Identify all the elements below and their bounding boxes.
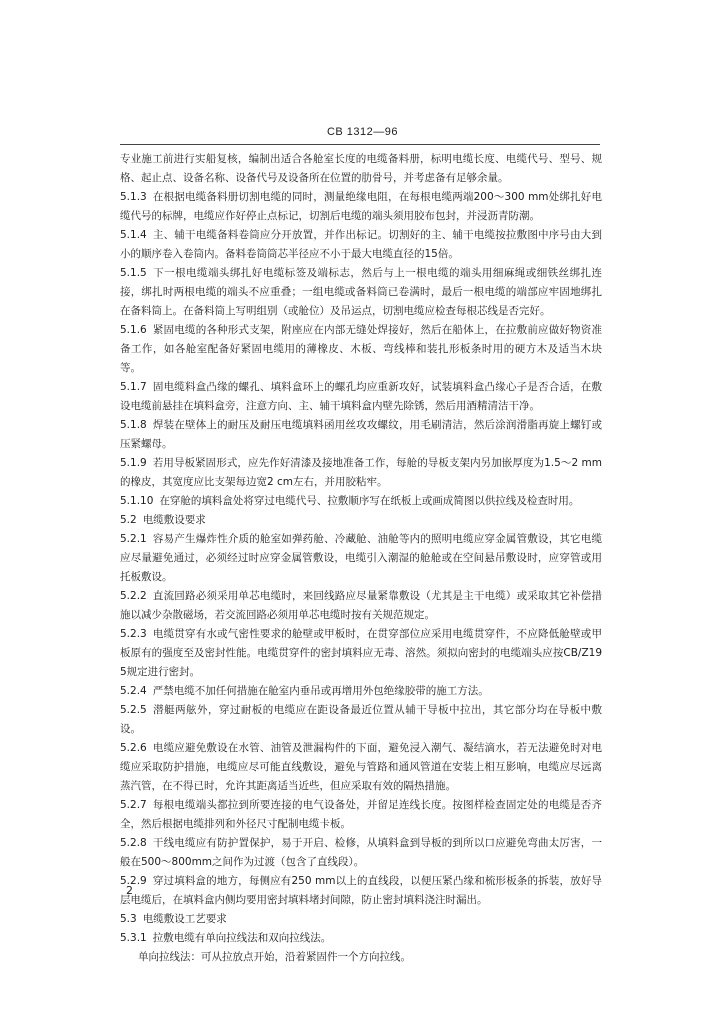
section-number: 5.2 — [120, 514, 137, 526]
section-number: 5.2.4 — [120, 685, 147, 697]
section-number: 5.2.8 — [120, 837, 147, 849]
paragraph — [120, 530, 602, 587]
section-number: 5.1.4 — [120, 229, 147, 241]
paragraph — [120, 910, 602, 929]
page-header: CB 1312—96 — [326, 126, 399, 138]
paragraph — [120, 188, 602, 226]
paragraph — [120, 454, 602, 492]
paragraph-text: 电缆贯穿有水或气密性要求的舱壁或甲板时，在贯穿部位应采用电缆贯穿件，不应降低舱壁或甲板原有的强度至及密封性能。电缆贯穿件的密封填料应无毒、溶然。须拟向密封的电缆端头应按CB/Z195规定进行密封。 — [120, 628, 602, 678]
paragraph-text: 单向拉线法：可从拉放点开始，沿着紧固件一个方向拉线。 — [138, 951, 411, 963]
paragraph-text: 紧固电缆的各种形式支架，附座应在内部无缝处焊接好，然后在船体上，在拉敷前应做好物资准备工作，如各舱室配备好紧固电缆用的薄橡皮、木板、弯线棒和装扎形板条时用的硬方木及适当木块等。 — [120, 324, 602, 374]
paragraph-text: 干线电缆应有防护置保护，易于开启、检修，从填料盒到导板的到所以口应避免弯曲太厉害，一般在500～800mm之间作为过渡（包含了直线段）。 — [120, 837, 602, 868]
paragraph — [120, 226, 602, 264]
paragraph-text: 专业施工前进行实船复核，编制出适合各舱室长度的电缆备料册，标明电缆长度、电缆代号、型号、规格、起止点、设备名称、设备代号及设备所在位置的肋骨号，并考虑备有足够余量。 — [120, 153, 602, 184]
paragraph — [120, 264, 602, 321]
paragraph-text: 在穿舱的填料盒处将穿过电缆代号、拉敷顺序写在纸板上或画成简图以供拉线及检查时用。 — [159, 495, 580, 507]
paragraph — [120, 587, 602, 625]
paragraph-text: 直流回路必须采用单芯电缆时，来回线路应尽量紧靠敷设（尤其是主干电缆）或采取其它补偿措施以减少杂散磁场，若交流回路必须用单芯电缆时按有关规范规定。 — [120, 590, 602, 621]
paragraph — [120, 948, 602, 967]
paragraph-text: 容易产生爆炸性介质的舱室如弹药舱、冷藏舱、油舱等内的照明电缆应穿金属管敷设，其它电缆应尽量避免通过，必须经过时应穿金属管敷设，电缆引入潮湿的舱舱或在空间悬吊敷设时，应穿管或用托板敷设。 — [120, 533, 602, 583]
section-number: 5.2.9 — [120, 875, 147, 887]
paragraph — [120, 834, 602, 872]
section-number: 5.1.5 — [120, 267, 147, 279]
section-number: 5.3 — [120, 913, 137, 925]
paragraph — [120, 511, 602, 530]
paragraph-text: 拉敷电缆有单向拉线法和双向拉线法。 — [152, 932, 332, 944]
section-number: 5.3.1 — [120, 932, 147, 944]
page-number: 2 — [126, 884, 133, 897]
section-number: 5.2.1 — [120, 533, 147, 545]
section-number: 5.2.7 — [120, 799, 147, 811]
header-rule — [120, 144, 600, 145]
section-number: 5.2.3 — [120, 628, 147, 640]
document-body — [120, 150, 602, 967]
paragraph — [120, 872, 602, 910]
section-number: 5.1.7 — [120, 381, 147, 393]
section-number: 5.1.8 — [120, 419, 147, 431]
paragraph — [120, 378, 602, 416]
paragraph-text: 固电缆料盒凸缘的螺孔、填料盒环上的螺孔均应重新攻好，试装填料盒凸缘心子是否合适，在敷设电缆前悬挂在填料盒旁，注意方向、主、辅干填料盒内壁先除锈，然后用酒精清洁干净。 — [120, 381, 602, 412]
section-number: 5.2.5 — [120, 704, 147, 716]
paragraph — [120, 739, 602, 796]
paragraph — [120, 416, 602, 454]
section-number: 5.1.9 — [120, 457, 147, 469]
paragraph — [120, 625, 602, 682]
section-number: 5.1.6 — [120, 324, 147, 336]
paragraph-text: 电缆敷设要求 — [142, 514, 206, 526]
paragraph-text: 主、辅干电缆备料卷筒应分开放置，并作出标记。切割好的主、辅干电缆按拉敷图中序号由大到小的顺序卷入卷筒内。备料卷筒筒芯半径应不小于最大电缆直径的15倍。 — [120, 229, 602, 260]
paragraph-text: 严禁电缆不加任何措施在舱室内垂吊或再增用外包绝缘胶带的施工方法。 — [152, 685, 489, 697]
paragraph-text: 潜艇两舷外，穿过耐板的电缆应在距设备最近位置从辅干导板中拉出，其它部分均在导板中敷设。 — [120, 704, 602, 735]
paragraph — [120, 150, 602, 188]
paragraph-text: 电缆敷设工艺要求 — [142, 913, 227, 925]
paragraph — [120, 929, 602, 948]
paragraph — [120, 682, 602, 701]
paragraph — [120, 492, 602, 511]
section-number: 5.1.10 — [120, 495, 154, 507]
paragraph-text: 每根电缆端头都拉到所要连接的电气设备处，并留足连线长度。按图样检查固定处的电缆是否齐全，然后根据电缆排列和外径尺寸配制电缆卡板。 — [120, 799, 602, 830]
paragraph-text: 焊装在壁体上的耐压及耐压电缆填料函用丝攻攻螺纹，用毛刷清洁，然后涂润滑脂再旋上螺钉或压紧螺母。 — [120, 419, 602, 450]
paragraph — [120, 701, 602, 739]
paragraph-text: 若用导板紧固形式，应先作好清漆及接地准备工作，每舱的导板支架内另加嵌厚度为1.5～2 mm的橡皮，其宽度应比支架每边宽2 cm左右，并用胶粘牢。 — [120, 457, 602, 488]
paragraph-text: 电缆应避免敷设在水管、油管及泄漏构件的下面，避免浸入潮气、凝结滴水，若无法避免时对电缆应采取防护措施，电缆应尽可能直线敷设，避免与管路和通风管道在安装上相互影响，电缆应尽远离蒸汽管，在不得已时，允许其距离适当近些，但应采取有效的隔热措施。 — [120, 742, 602, 792]
paragraph-text: 下一根电缆端头绑扎好电缆标签及端标志，然后与上一根电缆的端头用细麻绳或细铁丝绑扎连接，绑扎时两根电缆的端头不应重叠；一组电缆或备料筒已卷满时，最后一根电缆的端部应牢固地绑扎在备料筒上。在备料筒上写明组别（或舱位）及吊运点，切割电缆应检查每根芯线是否完好。 — [120, 267, 602, 317]
paragraph — [120, 796, 602, 834]
paragraph-text: 穿过填料盒的地方，每侧应有250 mm以上的直线段，以便压紧凸缘和梳形板条的拆装，放好导层电缆后，在填料盒内侧均要用密封填料堵封间隙，防止密封填料浇注时漏出。 — [120, 875, 602, 906]
section-number: 5.2.2 — [120, 590, 147, 602]
paragraph — [120, 321, 602, 378]
section-number: 5.1.3 — [120, 191, 147, 203]
section-number: 5.2.6 — [120, 742, 147, 754]
paragraph-text: 在根据电缆备料册切割电缆的同时，测量绝缘电阻，在每根电缆两端200～300 mm处绑扎好电缆代号的标牌，电缆应作好停止点标记，切割后电缆的端头须用胶布包封，并浸沥青防潮。 — [120, 191, 602, 222]
